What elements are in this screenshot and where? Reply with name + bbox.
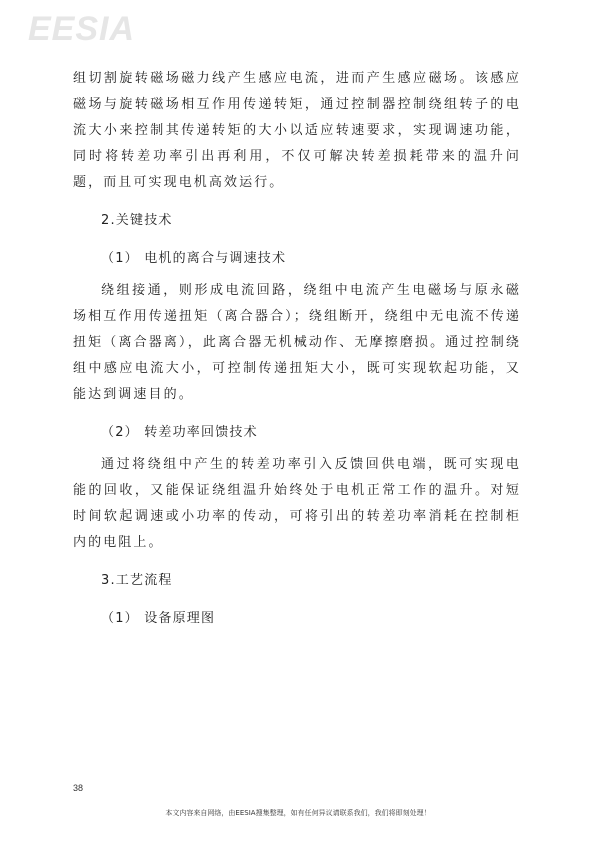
- paragraph-rotating-field: 组切割旋转磁场磁力线产生感应电流，进而产生感应磁场。该感应磁场与旋转磁场相互作用传递转矩，通过控制器控制绕组转子的电流大小来控制其传递转矩的大小以适应转速要求，实现调速功能，同时将转差功率引出再利用，不仅可解决转差损耗带来的温升问题，而且可实现电机高效运行。: [73, 71, 521, 190]
- heading-clutch-speed: （1） 电机的离合与调速技术: [101, 251, 287, 266]
- footer-disclaimer: 本文内容来自网络，由EESIA搜集整理，如有任何异议请联系我们，我们将即刻处理！: [165, 809, 431, 817]
- heading-process-flow: 3.工艺流程: [101, 573, 173, 588]
- paragraph-clutch: 绕组接通，则形成电流回路，绕组中电流产生电磁场与原永磁场相互作用传递扭矩（离合器合）；绕组断开，绕组中无电流不传递扭矩（离合器离），此离合器无机械动作、无摩擦磨损。通过控制绕组中感应电流大小，可控制传递扭矩大小，既可实现软起功能，又能达到调速目的。: [73, 283, 521, 402]
- page-number: 38: [73, 783, 84, 793]
- eesia-logo: EESIA: [28, 10, 136, 48]
- heading-slip-power-feedback: （2） 转差功率回馈技术: [101, 425, 258, 440]
- paragraph-feedback: 通过将绕组中产生的转差功率引入反馈回供电端，既可实现电能的回收，又能保证绕组温升始终处于电机正常工作的温升。对短时间软起调速或小功率的传动，可将引出的转差功率消耗在控制柜内的电阻上。: [73, 457, 521, 550]
- heading-key-technology: 2.关键技术: [101, 213, 173, 228]
- document-body: [73, 66, 521, 638]
- heading-equipment-diagram: （1） 设备原理图: [101, 611, 216, 626]
